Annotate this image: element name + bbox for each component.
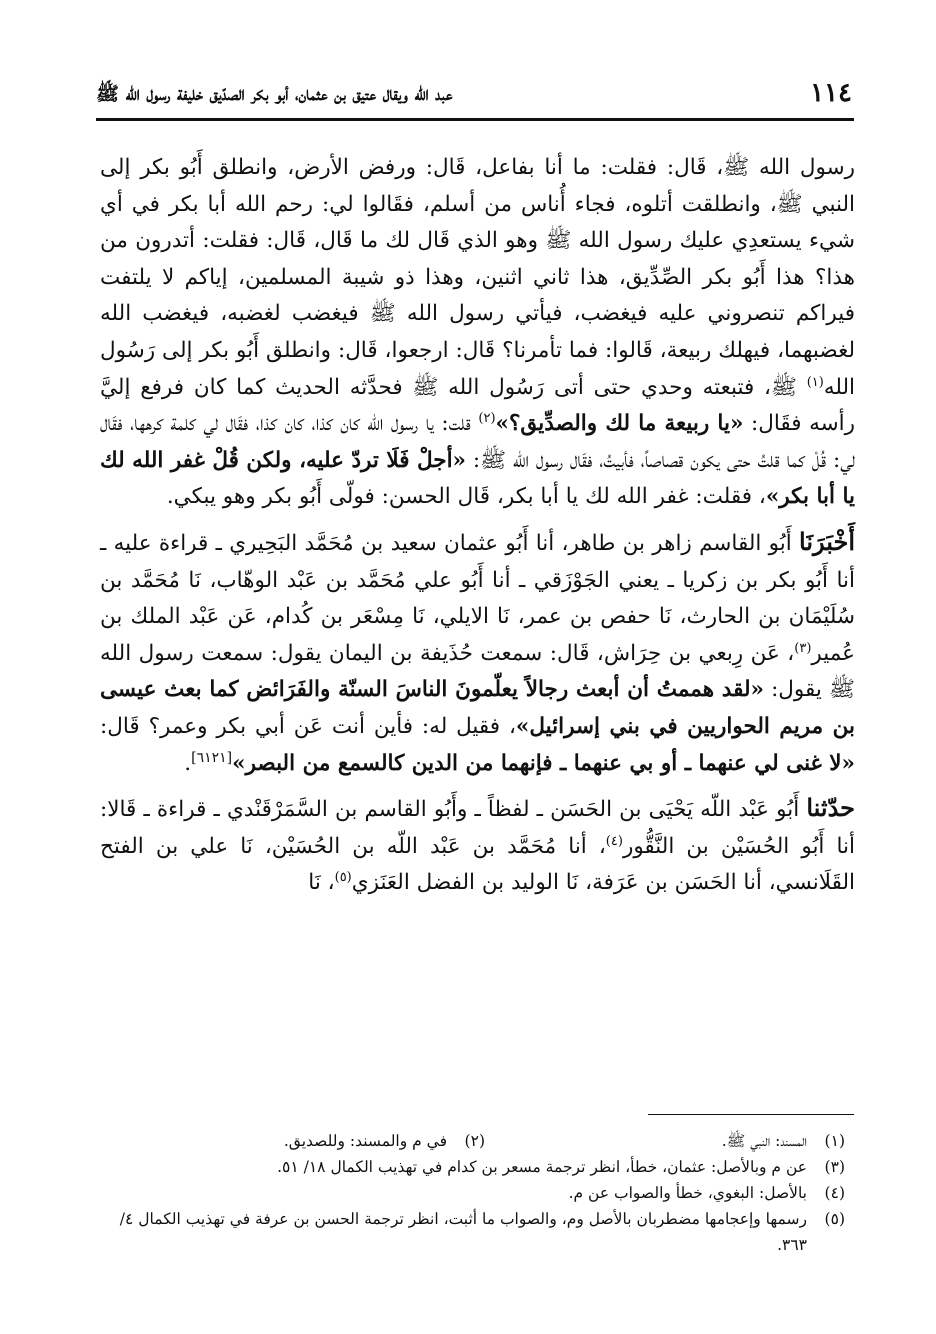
footnote-number: (٢) <box>464 1132 485 1150</box>
footnote-text: بالأصل: البغوي، خطأ والصواب عن م. <box>568 1184 807 1202</box>
text-segment: ، فقلت: غفر الله لك يا أبا بكر، قَال الحسن: فولّى أَبُو بكر وهو يبكي. <box>166 484 766 510</box>
footnote-3 <box>100 1154 845 1180</box>
footnote-text: عن م وبالأصل: عثمان، خطأ، انظر ترجمة مسعر بن كدام في تهذيب الكمال ١٨/ ٥١. <box>277 1158 807 1176</box>
footnote-ref-2: (٢) <box>478 411 496 426</box>
footnote-number: (١) <box>824 1132 845 1150</box>
text-segment: ﷺ، فتبعته وحدي حتى أتى رَسُول الله ﷺ فحدَّثه الحديث كما كان فرفع إليَّ رأسه فقَال: <box>100 374 856 437</box>
footnote-1 <box>485 1128 845 1154</box>
paragraph-2 <box>100 524 855 782</box>
text-segment: رسول الله ﷺ، قَال: فقلت: ما أنا بفاعل، قَال: ورفض الأرض، وانطلق أَبُو بكر إلى النبي ﷺ، وانطلقت أتلوه، فجاء أُناس من أسلم، فقَالوا لي: رحم الله أبا بكر في أي شيء يستعدِي عليك رسول الله ﷺ وهو الذي قَال لك ما قَال، قَال: فقلت: أتدرون من هذا؟ هذا أَبُو بكر الصِّدِّيق، هذا ثاني اثنين، وهذا ذو شيبة المسلمين، إياكم لا يلتفت فيراكم تنصروني عليه فيغضب، فيأتي رسول الله ﷺ فيغضب لغضبه، فيغضب الله لغضبهما، فيهلك ربيعة، قَالوا: فما تأمرنا؟ قَال: ارجعوا، قَال: وانطلق أَبُو بكر إلى رَسُول الله <box>100 155 855 400</box>
paragraph-1 <box>100 150 855 516</box>
text-segment: ، عَن رِبعي بن حِرَاش، قَال: سمعت حُذَيفة بن اليمان يقول: سمعت رسول الله ﷺ يقول: <box>100 640 855 703</box>
footnote-ref-3: (٣) <box>794 640 812 656</box>
footnote-ref-4: (٤) <box>605 833 623 849</box>
footnote-4 <box>100 1180 845 1206</box>
hadith-quote: «يا ربيعة ما لك والصدِّيق؟» <box>495 411 744 437</box>
text-segment: أَبُو القاسم زاهر بن طاهر، أنا أَبُو عثمان سعيد بن مُحَمَّد البَحِيري ـ قراءة عليه ـ أنا أَبُو بكر بن زكريا ـ يعني الجَوْزَقي ـ أنا أَبُو علي مُحَمَّد بن عَبْد الوهّاب، نَا مُحَمَّد بن سُلَيْمَان بن الحارث، نَا حفص بن عمر، نَا الايلي، نَا مِسْعَر بن كُدام، عَن عَبْد الملك بن عُمير <box>100 530 855 666</box>
footnote-number: (٣) <box>824 1158 845 1176</box>
hadith-quote: «أجلْ فَلَا تردّ عليه، ولكن قُلْ غفر الله لك يا أبا بكر» <box>100 447 855 510</box>
footnote-text: في م والمسند: وللصديق. <box>283 1132 447 1150</box>
footnote-2 <box>125 1128 485 1154</box>
isnad-lead-word: أَخْبَرَنَا <box>799 526 855 556</box>
footnote-text: المسند: النبي ﷺ. <box>721 1132 807 1150</box>
footnote-5 <box>100 1206 845 1258</box>
text-segment: أَبُو عَبْد اللّه يَحْيَى بن الحَسَن ـ لفظاً ـ وأَبُو القاسم بن السَّمَرْقَنْدي ـ قراءة ـ قَالا: أنا أَبُو الحُسَيْن بن النَّقُّور <box>100 797 855 859</box>
isnad-lead-word: حدّثنا <box>806 793 855 823</box>
paragraph-3 <box>100 790 855 902</box>
running-title: عبد الله ويقال عتيق بن عثمان، أبو بكر الصدّيق خليفة رسول الله ﷺ <box>96 83 453 105</box>
hadith-quote: «لقد هممتُ أن أبعث رجالاً يعلّمونَ الناسَ السنّة والفَرَائض كما بعث عيسى بن مريم الحواريين في بني إسرائيل» <box>100 677 855 739</box>
footnote-row <box>100 1128 845 1154</box>
footnote-ref-5: (٥) <box>334 870 352 886</box>
page-header <box>96 78 852 114</box>
header-rule <box>96 118 854 121</box>
hadith-number: [٦١٢١] <box>191 749 233 766</box>
footnote-rule <box>648 1114 854 1115</box>
footnote-text: رسمها وإعجامها مضطربان بالأصل وم، والصواب ما أثبت، انظر ترجمة الحسن بن عرفة في تهذيب الكمال ٤/ ٣٦٣. <box>119 1210 807 1254</box>
text-segment: قلت: يا رسول الله كان كذا، كان كذا، فقَال لي كلمة كرهها، فقَال لي: قُلْ كما قلتُ حتى يكون قصاصاً، فأبيتُ، فقَال رسول الله ﷺ: <box>100 411 855 473</box>
footnote-number: (٥) <box>824 1210 845 1228</box>
text-segment: ، فقيل له: فأين أنت عَن أبي بكر وعمر؟ قَال: <box>100 713 516 739</box>
footnote-ref-1: (١) <box>806 374 824 390</box>
text-segment: ، نَا <box>308 870 335 896</box>
footnote-number: (٤) <box>824 1184 845 1202</box>
main-text <box>100 150 855 902</box>
text-segment: ، أنا مُحَمَّد بن عَبْد اللّه بن الحُسَيْن، نَا علي بن الفتح القَلَانسي، أنا الحَسَن بن عَرَفة، نَا الوليد بن الفضل العَنَزي <box>100 833 855 896</box>
text-segment: . <box>184 750 192 776</box>
footnotes <box>100 1128 845 1258</box>
hadith-quote: «لا غنى لي عنهما ـ أو بي عنهما ـ فإنهما من الدين كالسمع من البصر» <box>232 750 855 776</box>
page-number: ١١٤ <box>810 78 852 108</box>
